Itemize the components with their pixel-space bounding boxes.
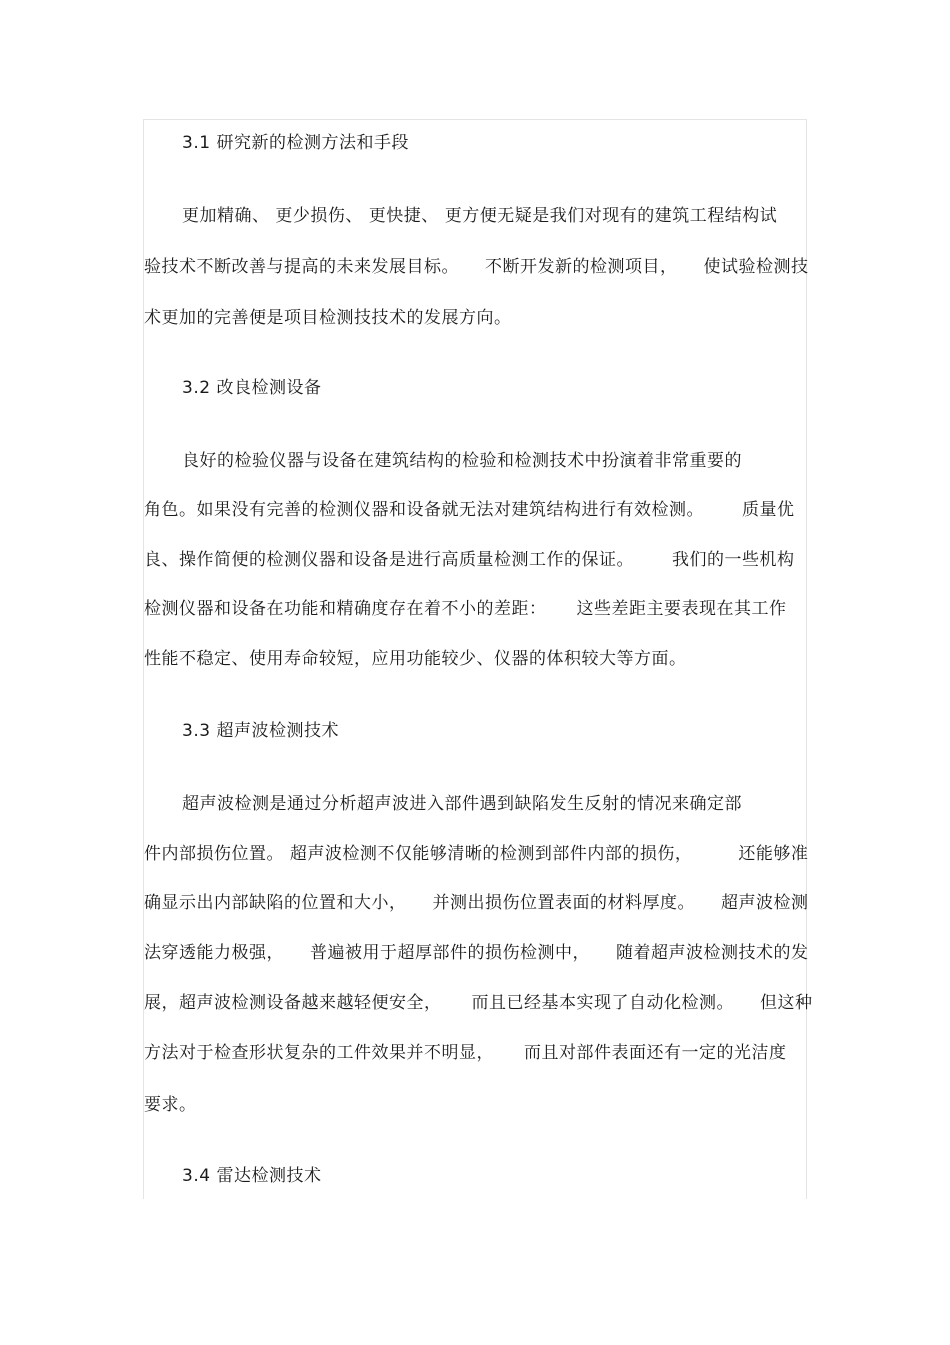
text-segment: 普遍被用于超厚部件的损伤检测中， <box>310 943 590 963</box>
paragraph-line <box>144 498 806 522</box>
text-segment: 方法对于检查形状复杂的工件效果并不明显， <box>144 1043 494 1063</box>
paragraph-line <box>182 449 806 473</box>
text-segment: 而且已经基本实现了自动化检测。 <box>471 993 734 1013</box>
text-segment: 术更加的完善便是项目检测技技术的发展方向。 <box>144 308 512 328</box>
paragraph-line <box>144 1093 806 1117</box>
text-segment: 确显示出内部缺陷的位置和大小， <box>144 893 407 913</box>
text-segment: 展，超声波检测设备越来越轻便安全， <box>144 993 442 1013</box>
paragraph-line <box>144 941 809 965</box>
text-segment: 并测出损伤位置表面的材料厚度。 <box>432 893 695 913</box>
section-heading-3-2: 3.2 改良检测设备 <box>182 378 322 398</box>
text-segment: 良、操作简便的检测仪器和设备是进行高质量检测工作的保证。 <box>144 550 634 570</box>
text-segment: 还能够准 <box>738 844 809 864</box>
paragraph-line <box>144 548 806 572</box>
text-segment: 角色。如果没有完善的检测仪器和设备就无法对建筑结构进行有效检测。 <box>144 500 704 520</box>
section-heading-3-3: 3.3 超声波检测技术 <box>182 721 339 741</box>
paragraph-line <box>144 255 809 279</box>
paragraph-line <box>144 647 806 671</box>
text-segment: 而且对部件表面还有一定的光洁度 <box>524 1043 787 1063</box>
text-segment: 法穿透能力极强， <box>144 943 284 963</box>
paragraph-line <box>144 597 806 621</box>
text-segment: 件内部损伤位置。 超声波检测不仅能够清晰的检测到部件内部的损伤， <box>144 844 693 864</box>
section-heading-3-4: 3.4 雷达检测技术 <box>182 1166 322 1186</box>
paragraph-line <box>144 1041 806 1065</box>
text-segment: 良好的检验仪器与设备在建筑结构的检验和检测技术中扮演着非常重要的 <box>182 451 742 471</box>
text-segment: 质量优 <box>742 500 795 520</box>
paragraph-line <box>144 306 806 330</box>
paragraph-line <box>144 842 809 866</box>
paragraph-line <box>144 891 809 915</box>
text-segment: 要求。 <box>144 1095 197 1115</box>
paragraph-line <box>144 991 813 1015</box>
text-segment: 更加精确、 更少损伤、 更快捷、 更方便无疑是我们对现有的建筑工程结构试 <box>182 206 778 226</box>
text-segment: 这些差距主要表现在其工作 <box>576 599 787 619</box>
paragraph-line <box>182 204 806 228</box>
text-segment: 检测仪器和设备在功能和精确度存在着不小的差距： <box>144 599 547 619</box>
text-segment: 性能不稳定、使用寿命较短，应用功能较少、仪器的体积较大等方面。 <box>144 649 687 669</box>
section-heading-3-1: 3.1 研究新的检测方法和手段 <box>182 133 409 153</box>
text-segment: 我们的一些机构 <box>672 550 795 570</box>
text-segment: 使试验检测技 <box>703 257 809 277</box>
paragraph-line <box>182 792 806 816</box>
text-segment: 超声波检测 <box>721 893 809 913</box>
text-segment: 不断开发新的检测项目， <box>485 257 678 277</box>
text-segment: 随着超声波检测技术的发 <box>616 943 809 963</box>
text-segment: 超声波检测是通过分析超声波进入部件遇到缺陷发生反射的情况来确定部 <box>182 794 742 814</box>
text-segment: 验技术不断改善与提高的未来发展目标。 <box>144 257 459 277</box>
text-segment: 但这种 <box>760 993 813 1013</box>
